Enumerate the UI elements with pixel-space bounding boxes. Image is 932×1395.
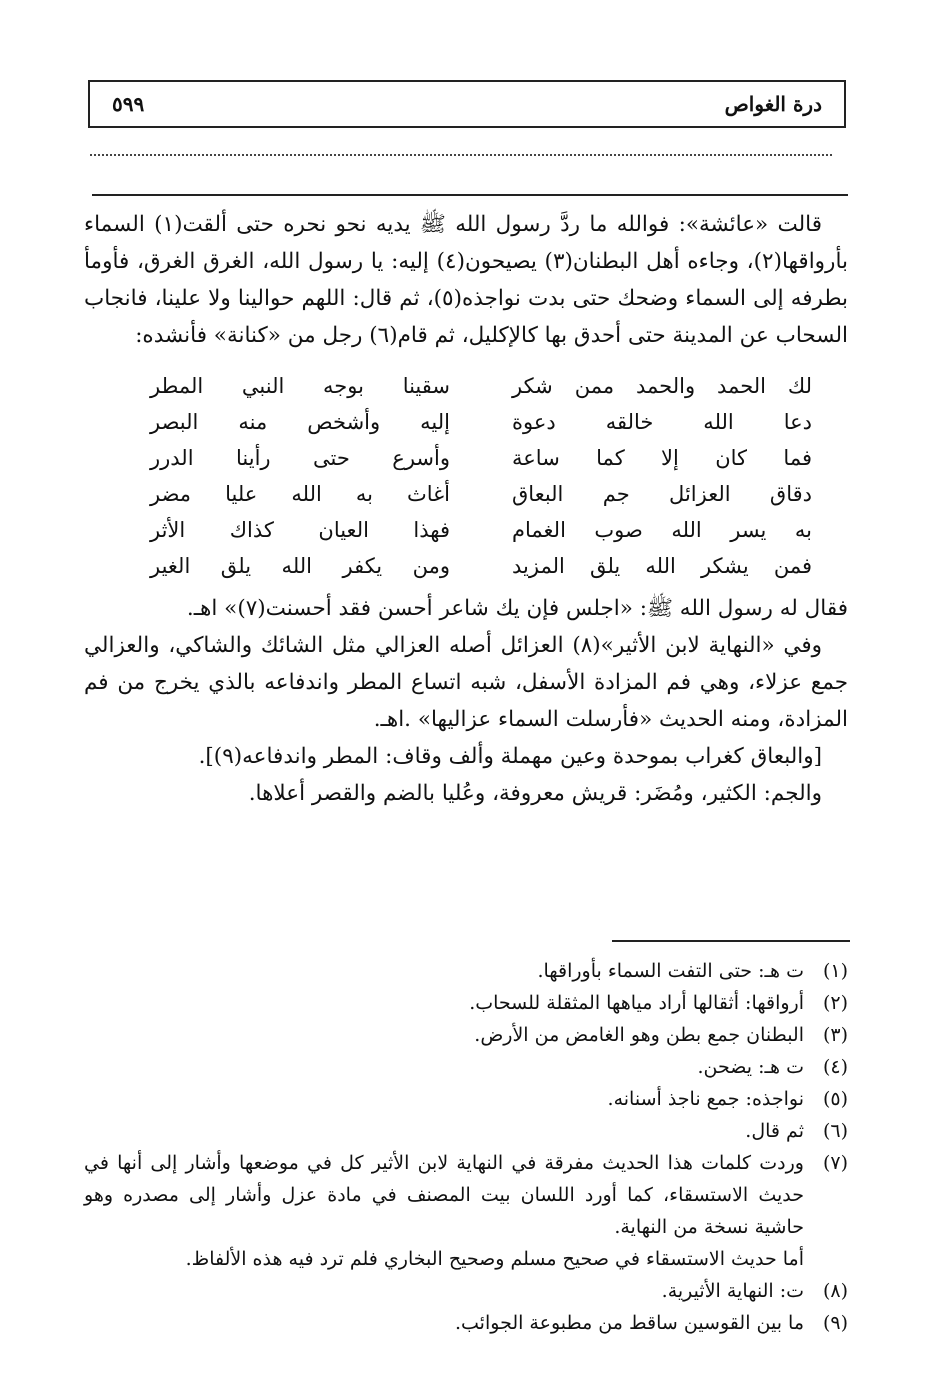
footnote-continuation: أما حديث الاستسقاء في صحيح مسلم وصحيح البخاري فلم ترد فيه هذه الألفاظ. (185, 1248, 804, 1270)
poem-verse (150, 404, 812, 440)
footnote-rule (612, 940, 850, 942)
footnote-number: (٨) (822, 1280, 848, 1302)
poem-verse (150, 548, 812, 584)
paragraph: والجم: الكثير، ومُضَر: قريش معروفة، وعُليا بالضم والقصر أعلاها. (248, 781, 822, 806)
paragraph: [والبعاق كغراب بموحدة وعين مهملة وألف وقاف: المطر واندفاعه(٩)]. (198, 744, 822, 769)
footnote (84, 1275, 848, 1307)
footnote-number: (٧) (822, 1152, 848, 1174)
second-hemistich: فهذا العيان كذاك الأثر (150, 518, 450, 542)
paragraph: وفي «النهاية لابن الأثير»(٨) العزائل أصله العزالي مثل الشائك والشاكي، والعزالي جمع عزلاء، وهي فم المزادة الأسفل، شبه اتساع المطر واندفاعه بالذي يخرج من فم المزادة، ومنه الحديث «فأرسلت السماء عزاليها» .اهـ. (84, 633, 848, 732)
poem-verse (150, 440, 812, 476)
footnote-text: وردت كلمات هذا الحديث مفرقة في النهاية لابن الأثير كل في موضعها وأشار إلى أنها في حديث الاستسقاء، كما أورد اللسان بيت المصنف في مادة عزل وأشار إلى مصدره وهو حاشية نسخة من النهاية. (84, 1152, 804, 1238)
footnote (84, 955, 848, 987)
second-hemistich: أغاث به الله عليا مضر (150, 482, 450, 506)
poem-verse (150, 512, 812, 548)
footnote-number: (٤) (822, 1056, 848, 1078)
footnote (84, 1051, 848, 1083)
footnotes (84, 955, 848, 1339)
footnote-text: البطنان جمع بطن وهو الغامض من الأرض. (474, 1024, 804, 1046)
footnote-text: ت: النهاية الأثيرية. (661, 1280, 804, 1302)
second-hemistich: ومن يكفر الله يلق الغير (150, 554, 450, 578)
footnote-text: ما بين القوسين ساقط من مطبوعة الجوائب. (454, 1312, 804, 1334)
second-hemistich: وأسرع حتى رأينا الدرر (150, 446, 450, 470)
footnote-text: ثم قال. (745, 1120, 804, 1142)
footnote-text: ت هـ: حتى التفت السماء بأوراقها. (537, 960, 804, 982)
running-header (88, 80, 846, 128)
first-hemistich: فمن يشكر الله يلق المزيد (512, 554, 812, 578)
poem-verse (150, 476, 812, 512)
footnote-number: (٣) (822, 1024, 848, 1046)
footnote (84, 1147, 848, 1243)
footnote (84, 1019, 848, 1051)
header-rule (92, 194, 848, 196)
footnote-text: نواجذه: جمع ناجذ أسنانه. (607, 1088, 804, 1110)
footnote-number: (٩) (822, 1312, 848, 1334)
paragraph: فقال له رسول الله ﷺ: «اجلس فإن يك شاعر أحسن فقد أحسنت(٧)» اهـ. (186, 596, 848, 621)
footnote-number: (١) (822, 960, 848, 982)
first-hemistich: دعا الله خالقه دعوة (512, 410, 812, 434)
page-number: ٥٩٩ (112, 92, 145, 116)
footnote (84, 1307, 848, 1339)
footnote (84, 1115, 848, 1147)
first-hemistich: لك الحمد والحمد ممن شكر (512, 374, 812, 398)
poem-verse (150, 368, 812, 404)
footnote (84, 987, 848, 1019)
main-text-continued (84, 590, 848, 812)
dotted-divider (90, 154, 832, 156)
poem (150, 368, 812, 584)
footnote-text: ت هـ: يضحن. (697, 1056, 804, 1078)
running-title: درة الغواص (724, 92, 822, 116)
paragraph: قالت «عائشة»: فوالله ما ردَّ رسول الله ﷺ يديه نحو نحره حتى ألقت(١) السماء بأرواقها(٢)، وجاءه أهل البطنان(٣) يصيحون(٤) إليه: يا رسول الله، الغرق الغرق، فأومأ بطرفه إلى السماء وضحك حتى بدت نواجذه(٥)، ثم قال: اللهم حوالينا ولا علينا، فانجاب السحاب عن المدينة حتى أحدق بها كالإكليل، ثم قام(٦) رجل من «كنانة» فأنشده: (84, 212, 849, 348)
first-hemistich: دقاق العزائل جم البعاق (512, 482, 812, 506)
footnote-number: (٦) (822, 1120, 848, 1142)
footnote-number: (٢) (822, 992, 848, 1014)
footnote-number: (٥) (822, 1088, 848, 1110)
second-hemistich: إليه وأشخص منه البصر (150, 410, 450, 434)
footnote-text: أرواقها: أثقالها أراد مياهها المثقلة للسحاب. (469, 992, 804, 1014)
first-hemistich: به يسر الله صوب الغمام (512, 518, 812, 542)
footnote (84, 1083, 848, 1115)
main-text (84, 206, 848, 354)
second-hemistich: سقينا بوجه النبي المطر (150, 374, 450, 398)
first-hemistich: فما كان إلا كما ساعة (512, 446, 812, 470)
